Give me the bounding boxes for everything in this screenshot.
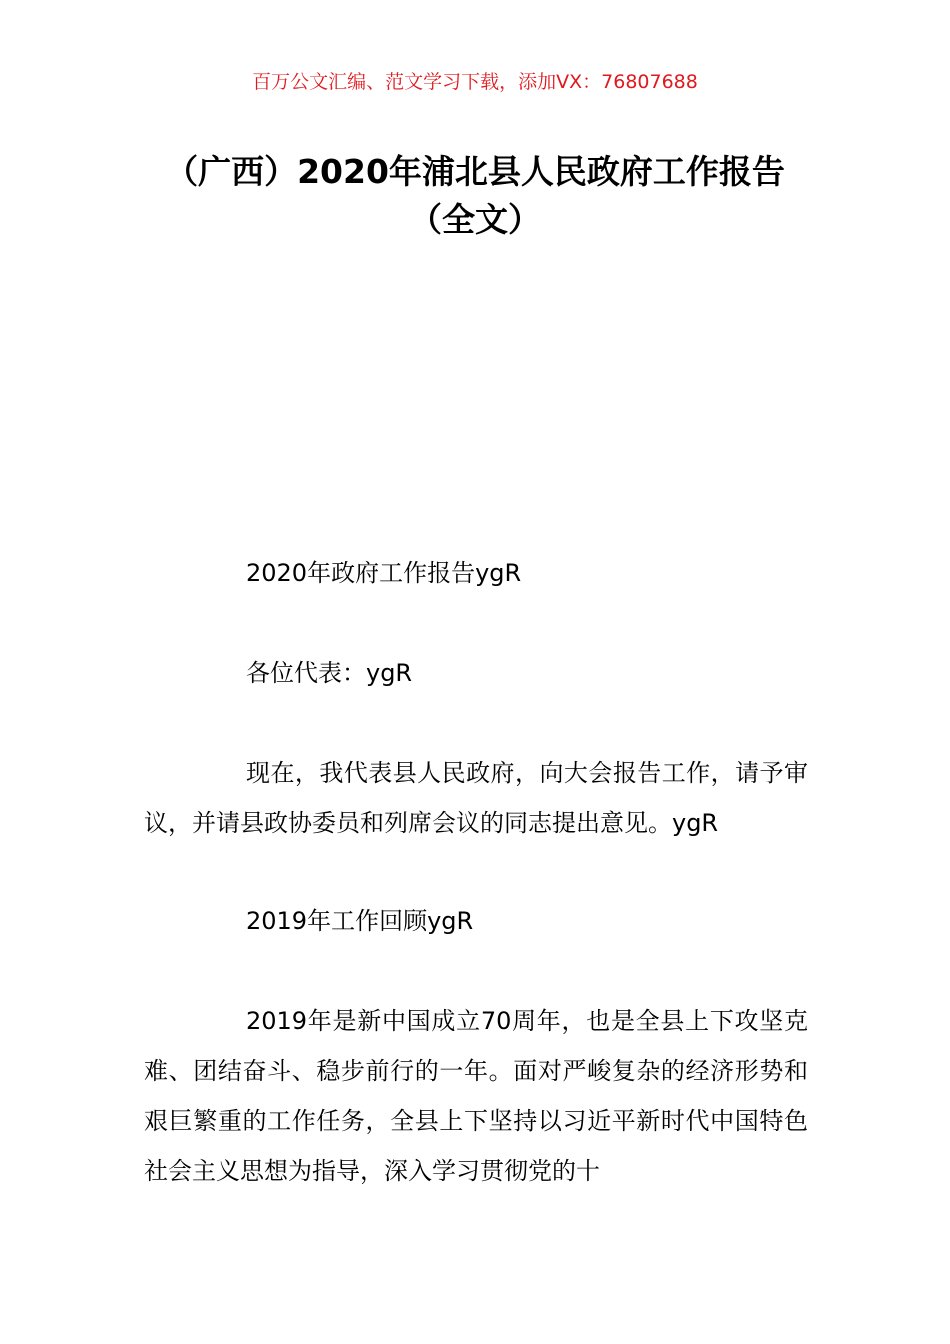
page-title xyxy=(130,148,820,244)
header-watermark-note: 百万公文汇编、范文学习下载，添加VX：76807688 xyxy=(252,71,698,93)
paragraph-section-heading: 2019年工作回顾ygR xyxy=(246,907,474,935)
paragraph-salutation: 各位代表：ygR xyxy=(246,659,413,687)
title-line-2: （全文） xyxy=(409,200,541,239)
paragraph-review-body: 2019年是新中国成立70周年，也是全县上下攻坚克难、团结奋斗、稳步前行的一年。面对严峻复杂的经济形势和艰巨繁重的工作任务，全县上下坚持以习近平新时代中国特色社会主义思想为指导，深入学习贯彻党的十 xyxy=(144,1007,808,1185)
paragraph-report-heading: 2020年政府工作报告ygR xyxy=(246,559,522,587)
paragraph-intro: 现在，我代表县人民政府，向大会报告工作，请予审议，并请县政协委员和列席会议的同志提出意见。ygR xyxy=(144,759,808,837)
title-line-1: （广西）2020年浦北县人民政府工作报告 xyxy=(165,152,785,191)
